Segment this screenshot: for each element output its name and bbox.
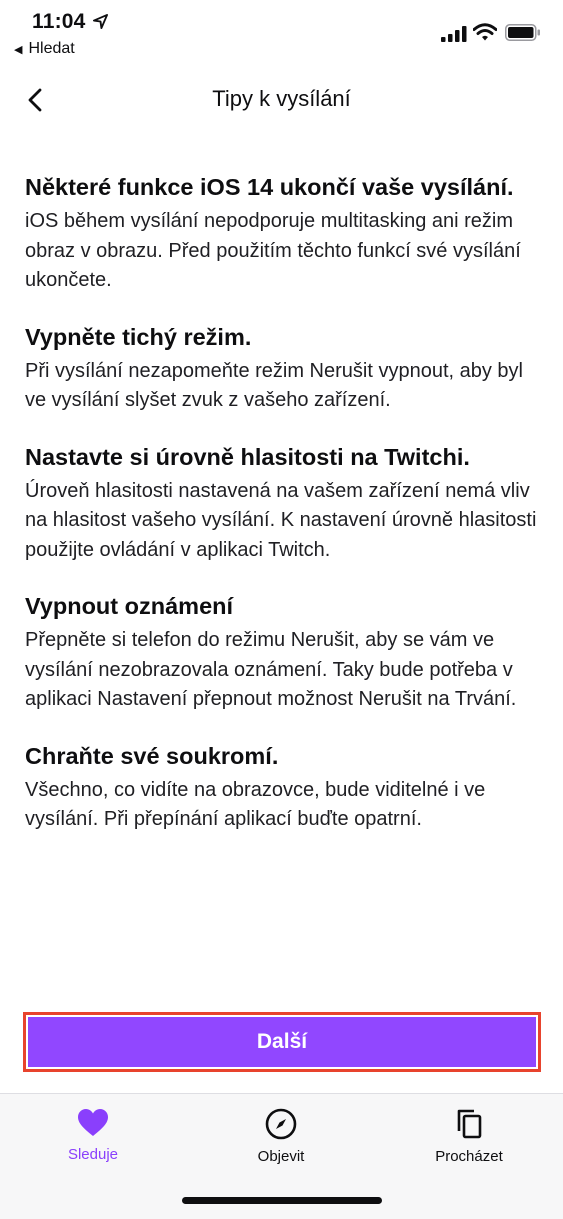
tab-discover[interactable] [221,1108,341,1165]
page-title: Tipy k vysílání [212,86,351,111]
copy-icon [454,1108,484,1140]
next-button-highlight [23,1012,541,1072]
tip-item [25,322,545,416]
nav-bar [0,70,563,130]
next-button[interactable]: Další [28,1017,536,1067]
tip-body: Přepněte si telefon do režimu Nerušit, aby se vám ve vysílání nezobrazovala oznámení. Taky bude potřeba v aplikaci Nastavení přepnout možnost Nerušit na Trvání. [25,629,517,710]
status-bar [0,0,563,62]
status-time: 11:04 [32,10,86,33]
home-indicator[interactable] [182,1197,382,1204]
tab-label: Objevit [257,1148,305,1165]
back-app-label: Hledat [28,40,75,57]
tip-item [25,172,545,296]
tip-item [25,741,545,835]
tip-body: iOS během vysílání nepodporuje multitasking ani režim obraz v obrazu. Před použitím těchto funkcí své vysílání ukončete. [25,210,521,291]
tip-body: Všechno, co vidíte na obrazovce, bude viditelné i ve vysílání. Při přepínání aplikací buďte opatrní. [25,778,486,830]
tip-title: Chraňte své soukromí. [25,742,279,769]
tip-title: Vypnout oznámení [25,593,234,619]
tips-list [25,172,545,861]
back-triangle-icon: ◀ [14,43,23,56]
tab-label: Procházet [435,1148,503,1165]
tab-label: Sleduje [67,1146,119,1163]
wifi-icon [473,23,497,41]
tip-body: Při vysílání nezapomeňte režim Nerušit vypnout, aby byl ve vysílání slyšet zvuk z vašeho zařízení. [25,359,523,411]
cellular-signal-icon [441,26,467,42]
tab-browse[interactable] [409,1108,529,1165]
heart-icon [77,1108,109,1138]
back-to-app[interactable] [14,40,75,58]
battery-icon [505,24,541,41]
tip-title: Nastavte si úrovně hlasitosti na Twitchi. [25,443,470,470]
compass-icon [265,1108,297,1140]
tip-title: Některé funkce iOS 14 ukončí vaše vysílání. [25,174,514,200]
tip-item [25,591,545,715]
tip-body: Úroveň hlasitosti nastavená na vašem zařízení nemá vliv na hlasitost vašeho vysílání. K nastavení úrovně hlasitosti použijte ovládání v aplikaci Twitch. [25,479,537,561]
tab-following[interactable] [33,1108,153,1163]
tip-item [25,442,545,566]
location-arrow-icon [93,14,108,29]
tip-title: Vypněte tichý režim. [25,323,252,350]
